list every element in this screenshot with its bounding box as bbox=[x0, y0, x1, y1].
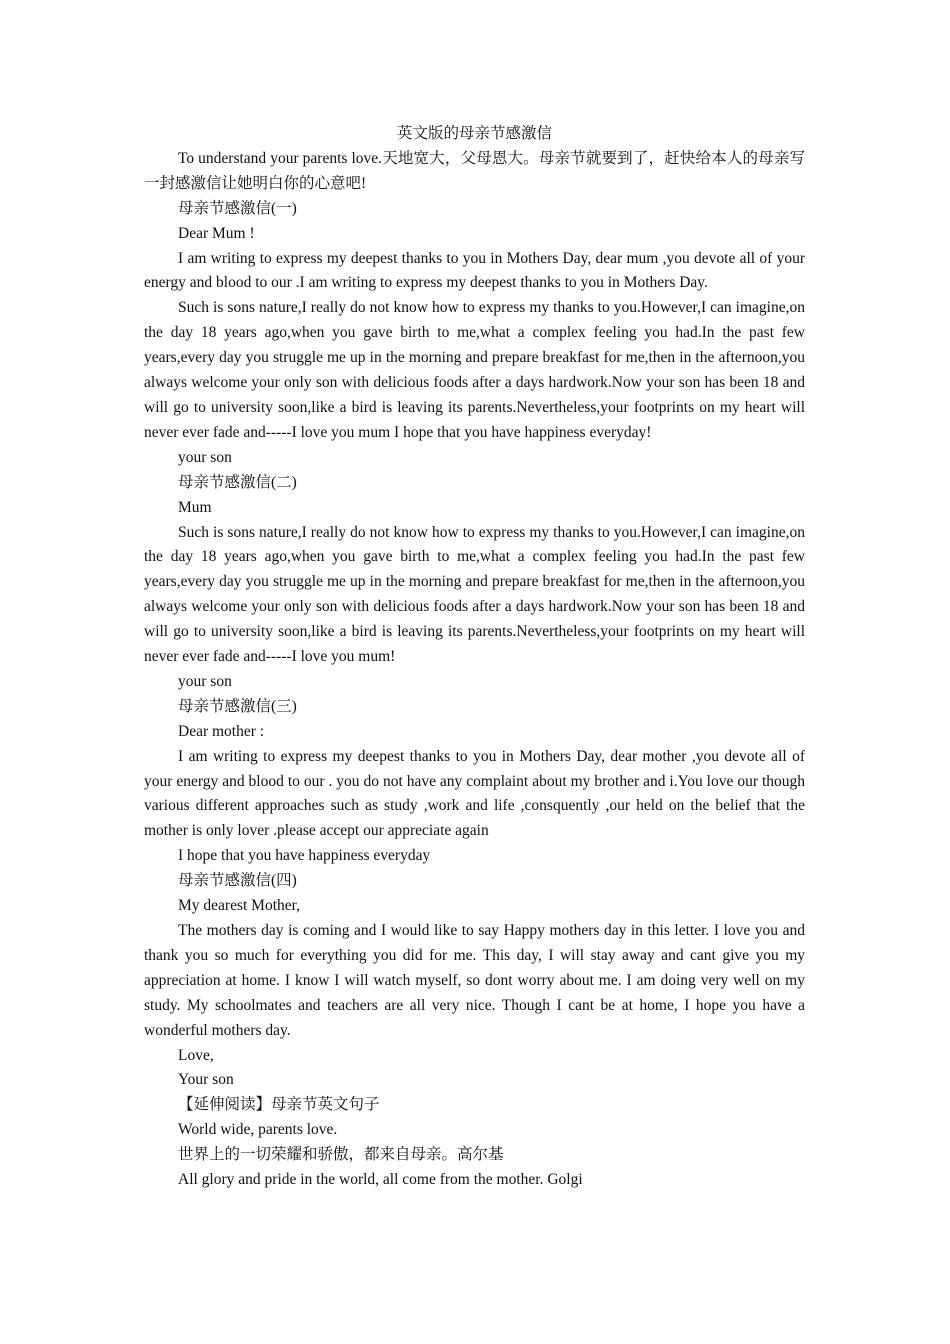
letter1-paragraph-1: I am writing to express my deepest thanks to you in Mothers Day, dear mum ,you devote all of your energy and blood to our .I am writing to express my deepest thanks to you in Mothers Day. bbox=[144, 249, 805, 292]
letter2-salutation: Mum bbox=[178, 498, 212, 516]
extended-line-2: 世界上的一切荣耀和骄傲，都来自母亲。高尔基 bbox=[178, 1146, 504, 1164]
document-page bbox=[144, 122, 805, 1193]
extended-reading-heading: 【延伸阅读】母亲节英文句子 bbox=[178, 1096, 380, 1114]
extended-line-1: World wide, parents love. bbox=[178, 1121, 338, 1139]
letter4-salutation: My dearest Mother, bbox=[178, 897, 301, 915]
letter3-closing: I hope that you have happiness everyday bbox=[178, 847, 431, 865]
document-title: 英文版的母亲节感激信 bbox=[396, 125, 552, 142]
letter4-heading: 母亲节感激信(四) bbox=[178, 872, 297, 890]
letter1-paragraph-2: Such is sons nature,I really do not know how to express my thanks to you.However,I can imagine,on the day 18 years ago,when you gave birth to me,what a complex feeling you had.In the past few years,every day you struggle me up in the morning and prepare breakfast for me,then in the afternoon,you always welcome your only son with delicious foods after a days hardwork.Now your son has been 18 and will go to university soon,like a bird is leaving its parents.Nevertheless,your footprints on my heart will never ever fade and-----I love you mum I hope that you have happiness everyday! bbox=[144, 299, 805, 441]
letter2-signoff: your son bbox=[178, 672, 232, 690]
letter1-salutation: Dear Mum ! bbox=[178, 224, 255, 242]
letter4-signoff: Your son bbox=[178, 1071, 234, 1089]
letter1-heading: 母亲节感激信(一) bbox=[178, 199, 297, 217]
letter1-signoff: your son bbox=[178, 448, 232, 466]
intro-paragraph: To understand your parents love.天地宽大，父母恩大。母亲节就要到了，赶快给本人的母亲写一封感激信让她明白你的心意吧! bbox=[144, 149, 805, 192]
letter2-paragraph-1: Such is sons nature,I really do not know how to express my thanks to you.However,I can imagine,on the day 18 years ago,when you gave birth to me,what a complex feeling you had.In the past few years,every day you struggle me up in the morning and prepare breakfast for me,then in the afternoon,you always welcome your only son with delicious foods after a days hardwork.Now your son has been 18 and will go to university soon,like a bird is leaving its parents.Nevertheless,your footprints on my heart will never ever fade and-----I love you mum! bbox=[144, 523, 805, 666]
letter3-paragraph-1: I am writing to express my deepest thanks to you in Mothers Day, dear mother ,you devote all of your energy and blood to our . you do not have any complaint about my brother and i.You love our though various different approaches such as study ,work and life ,consquently ,our held on the belief that the mother is only lover .please accept our appreciate again bbox=[144, 747, 805, 840]
letter4-paragraph-1: The mothers day is coming and I would like to say Happy mothers day in this letter. I love you and thank you so much for everything you did for me. This day, I will stay away and cant give you my appreciation at home. I know I will watch myself, so dont worry about me. I am doing very well on my study. My schoolmates and teachers are all very nice. Though I cant be at home, I hope you have a wonderful mothers day. bbox=[144, 922, 805, 1039]
letter3-salutation: Dear mother : bbox=[178, 722, 265, 740]
extended-line-3: All glory and pride in the world, all come from the mother. Golgi bbox=[178, 1171, 583, 1189]
letter2-heading: 母亲节感激信(二) bbox=[178, 473, 297, 491]
letter4-closing: Love, bbox=[178, 1046, 214, 1064]
letter3-heading: 母亲节感激信(三) bbox=[178, 697, 297, 715]
